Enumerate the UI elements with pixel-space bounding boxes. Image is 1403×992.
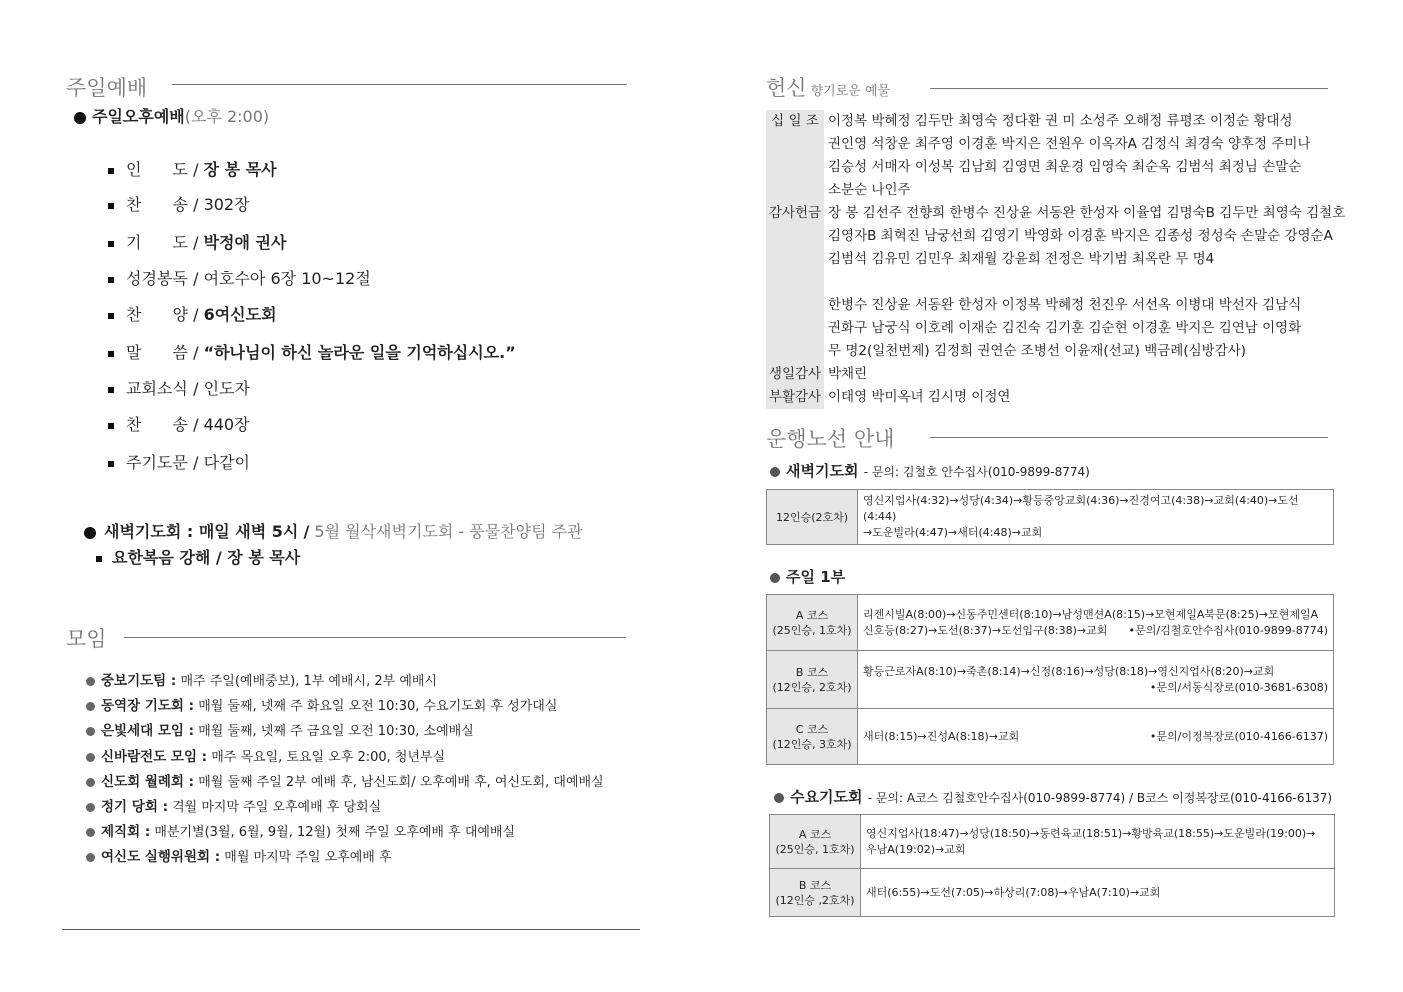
bullet-icon bbox=[84, 527, 96, 539]
offering-names bbox=[828, 110, 1348, 202]
route-contact: •문의/김철호안수집사(010-9899-8774) bbox=[1128, 623, 1328, 637]
bullet-square-icon bbox=[108, 423, 114, 429]
program-item bbox=[108, 192, 250, 215]
route-line: 우남A(19:02)→교회 bbox=[866, 842, 966, 856]
bullet-icon bbox=[86, 778, 95, 787]
meeting-desc: 매주 목요일, 토요일 오후 2:00, 청년부실 bbox=[211, 749, 446, 765]
dawn-route-heading bbox=[770, 460, 1090, 481]
bullet-icon bbox=[74, 112, 86, 124]
program-value: 박정애 권사 bbox=[203, 233, 287, 252]
program-value: 다같이 bbox=[203, 453, 250, 472]
bullet-square-icon bbox=[108, 203, 114, 209]
meeting-desc: 매월 마지막 주일 오후예배 후 bbox=[224, 850, 392, 866]
program-label: 주기도문 bbox=[126, 453, 188, 472]
program-label: 교회소식 bbox=[126, 379, 188, 398]
route-stops bbox=[861, 869, 1335, 917]
route-head bbox=[767, 651, 858, 709]
meeting-item bbox=[86, 770, 604, 790]
bullet-icon bbox=[86, 677, 95, 686]
table-row bbox=[767, 490, 1334, 545]
bullet-icon bbox=[86, 753, 95, 762]
dawn-prayer-line bbox=[84, 519, 583, 542]
program-label: 인 도 bbox=[126, 160, 188, 179]
program-value: 장 봉 목사 bbox=[203, 160, 277, 179]
offering-line: 무 명2(일천번제) 김정희 권연순 조병선 이윤재(선교) 백금례(심방감사) bbox=[828, 343, 1247, 359]
bullet-icon bbox=[770, 467, 780, 477]
meeting-item bbox=[86, 820, 515, 840]
divider bbox=[124, 637, 626, 638]
bullet-icon bbox=[774, 793, 784, 803]
course-vehicle: (12인승, 2호차) bbox=[772, 680, 852, 694]
course-name: C 코스 bbox=[795, 722, 829, 736]
program-item bbox=[108, 157, 277, 180]
program-label: 성경봉독 bbox=[126, 269, 188, 288]
offering-subtitle: 향기로운 예물 bbox=[810, 84, 891, 99]
meeting-item bbox=[86, 669, 437, 689]
course-name: A 코스 bbox=[798, 827, 832, 841]
offering-category-label: 십 일 조 bbox=[771, 113, 819, 129]
route-stops bbox=[861, 815, 1335, 869]
bullet-square-icon bbox=[108, 241, 114, 247]
program-item bbox=[108, 302, 277, 325]
bullet-icon bbox=[86, 828, 95, 837]
table-row bbox=[767, 651, 1334, 709]
course-vehicle: (25인승, 1호차) bbox=[775, 842, 855, 856]
bullet-square-icon bbox=[108, 168, 114, 174]
sunday-route-heading bbox=[770, 566, 845, 587]
bullet-square-icon bbox=[96, 556, 102, 562]
offering-line bbox=[828, 271, 1348, 294]
course-vehicle: (12인승 ,2호차) bbox=[775, 893, 855, 907]
dawn-route-contact: - 문의: 김철호 안수집사(010-9899-8774) bbox=[863, 465, 1090, 479]
course-vehicle: (12인승, 3호차) bbox=[772, 737, 852, 751]
divider bbox=[930, 88, 1328, 89]
program-item bbox=[108, 376, 250, 399]
offering-line: 권화구 남궁식 이호례 이재순 김진숙 김기훈 김순현 이경훈 박지은 김연남 이영화 bbox=[828, 320, 1302, 336]
meeting-desc: 매월 둘째, 넷째 주 화요일 오전 10:30, 수요기도회 후 성가대실 bbox=[198, 699, 558, 715]
meeting-name: 은빛세대 모임 : bbox=[101, 723, 195, 740]
separator: / bbox=[188, 305, 204, 324]
meeting-name: 신도회 월례회 : bbox=[101, 773, 195, 790]
meeting-name: 신바람전도 모임 : bbox=[101, 748, 208, 765]
offering-category bbox=[766, 202, 824, 363]
meeting-item bbox=[86, 694, 557, 714]
meetings-section-title: 모임 bbox=[66, 627, 107, 651]
table-row bbox=[770, 815, 1335, 869]
wednesday-route-heading bbox=[774, 786, 1332, 807]
course-name: A 코스 bbox=[795, 608, 829, 622]
dawn-route-name: 새벽기도회 bbox=[786, 462, 859, 480]
program-label: 찬 양 bbox=[126, 305, 188, 324]
meeting-item bbox=[86, 845, 392, 865]
separator: / bbox=[188, 453, 204, 472]
route-line: 리젠시빌A(8:00)→신동주민센터(8:10)→남성맨션A(8:15)→모현제일A북문(8:25)→모현제일A bbox=[863, 607, 1319, 621]
meeting-desc: 매분기별(3월, 6월, 9월, 12월) 첫째 주일 오후예배 후 대예배실 bbox=[154, 825, 516, 841]
bullet-icon bbox=[86, 727, 95, 736]
dawn-prayer-sub-text: 요한복음 강해 / 장 봉 목사 bbox=[112, 548, 301, 567]
route-line: 새터(8:15)→진성A(8:18)→교회 bbox=[863, 729, 1020, 743]
separator: / bbox=[188, 379, 204, 398]
meeting-desc: 매주 주일(예배중보), 1부 예배시, 2부 예배시 bbox=[180, 674, 437, 689]
program-label: 찬 송 bbox=[126, 415, 188, 434]
route-stops bbox=[858, 651, 1334, 709]
separator: / bbox=[188, 195, 204, 214]
separator: / bbox=[188, 233, 204, 252]
dawn-separator: / bbox=[303, 522, 310, 541]
program-value: 302장 bbox=[203, 195, 250, 214]
route-head: 12인승(2호차) bbox=[767, 490, 858, 545]
program-item bbox=[108, 230, 286, 253]
divider bbox=[172, 84, 627, 85]
table-row bbox=[767, 595, 1334, 651]
offering-line: 박채린 bbox=[828, 366, 868, 382]
program-value: 여호수아 6장 10~12절 bbox=[203, 269, 371, 288]
bullet-square-icon bbox=[108, 277, 114, 283]
offering-category bbox=[766, 110, 824, 202]
program-value: 6여신도회 bbox=[203, 305, 277, 324]
table-row bbox=[770, 869, 1335, 917]
course-name: B 코스 bbox=[795, 665, 829, 679]
meeting-name: 동역장 기도회 : bbox=[101, 698, 195, 715]
offering-line: 한병수 진상윤 서동완 한성자 이정복 박혜정 천진우 서선옥 이병대 박선자 김남식 bbox=[828, 297, 1302, 313]
offering-list bbox=[766, 110, 1351, 408]
offering-names bbox=[828, 386, 1348, 409]
service-heading bbox=[74, 104, 269, 127]
course-name: B 코스 bbox=[798, 878, 832, 892]
route-head bbox=[770, 869, 861, 917]
program-label: 말 씀 bbox=[126, 343, 188, 362]
offering-line: 김범석 김유민 김민우 최재월 강윤희 전정은 박기범 최옥란 무 명4 bbox=[828, 251, 1215, 267]
route-contact: •문의/서동식장로(010-3681-6308) bbox=[1149, 680, 1328, 694]
offering-names bbox=[828, 202, 1348, 363]
meeting-item bbox=[86, 795, 381, 815]
sunday-route-name: 주일 1부 bbox=[786, 568, 846, 586]
worship-section-title: 주일예배 bbox=[66, 76, 148, 100]
program-label: 기 도 bbox=[126, 233, 188, 252]
separator: / bbox=[188, 160, 204, 179]
offering-category-label: 부활감사 bbox=[768, 389, 822, 405]
meeting-name: 정기 당회 : bbox=[101, 799, 168, 815]
offering-category bbox=[766, 363, 824, 386]
meeting-desc: 격월 마지막 주일 오후예배 후 당회실 bbox=[172, 800, 382, 815]
program-item bbox=[108, 266, 371, 289]
separator: / bbox=[188, 415, 204, 434]
wednesday-route-table bbox=[769, 814, 1335, 917]
table-row bbox=[767, 709, 1334, 765]
route-head bbox=[767, 595, 858, 651]
bullet-icon bbox=[770, 573, 780, 583]
service-time: (오후 2:00) bbox=[184, 107, 270, 126]
routes-section-title: 운행노선 안내 bbox=[766, 427, 895, 451]
separator: / bbox=[188, 343, 204, 362]
route-stops bbox=[858, 490, 1334, 545]
route-line: →도운빌라(4:47)→새터(4:48)→교회 bbox=[863, 526, 1043, 539]
offering-category bbox=[766, 386, 824, 409]
route-line: 신호등(8:27)→도선(8:37)→도선입구(8:38)→교회 bbox=[863, 623, 1108, 637]
bottom-rule bbox=[62, 929, 640, 930]
meeting-name: 중보기도팀 : bbox=[101, 673, 177, 689]
offering-line: 김승성 서매자 이성복 김남희 김영면 최운경 임영숙 최순옥 김범석 최정님 손말순 bbox=[828, 159, 1302, 175]
sunday-route-table bbox=[766, 594, 1334, 765]
program-value: 인도자 bbox=[203, 379, 250, 398]
program-item bbox=[108, 340, 516, 363]
meeting-item bbox=[86, 719, 474, 739]
route-contact: •문의/이정복장로(010-4166-6137) bbox=[1149, 729, 1328, 743]
bullet-square-icon bbox=[108, 351, 114, 357]
bullet-square-icon bbox=[108, 313, 114, 319]
meeting-name: 제직회 : bbox=[101, 824, 151, 841]
meeting-name: 여신도 실행위원회 : bbox=[101, 849, 221, 866]
meeting-item bbox=[86, 745, 445, 765]
bullet-icon bbox=[86, 702, 95, 711]
dawn-prayer-sub bbox=[96, 545, 300, 568]
route-line: 새터(6:55)→도선(7:05)→하상리(7:08)→우남A(7:10)→교회 bbox=[866, 885, 1161, 899]
service-name: 주일오후예배 bbox=[92, 107, 185, 126]
bullet-icon bbox=[86, 853, 95, 862]
meeting-desc: 매월 둘째, 넷째 주 금요일 오전 10:30, 소예배실 bbox=[198, 724, 474, 740]
bullet-square-icon bbox=[108, 387, 114, 393]
route-head bbox=[770, 815, 861, 869]
offering-line: 김영자B 최혁진 남궁선희 김영기 박영화 이경훈 박지은 김종성 정성숙 손말순 강영순A bbox=[828, 228, 1333, 244]
dawn-route-table bbox=[766, 489, 1334, 545]
meeting-desc: 매월 둘째 주일 2부 예배 후, 남신도회/ 오후예배 후, 여신도회, 대예배실 bbox=[198, 774, 604, 790]
offering-category-label: 감사헌금 bbox=[768, 205, 822, 221]
route-head bbox=[767, 709, 858, 765]
offering-line: 이정복 박혜정 김두만 최영숙 정다환 권 미 소성주 오해정 류평조 이정순 황대성 bbox=[828, 113, 1293, 129]
wednesday-route-name: 수요기도회 bbox=[790, 788, 863, 806]
program-value: “하나님이 하신 놀라운 일을 기억하십시오.” bbox=[203, 343, 516, 362]
offering-line: 권인영 석창운 최주영 이경훈 박지은 전원우 이옥자A 김정식 최경숙 양후정 주미나 bbox=[828, 136, 1311, 152]
route-stops bbox=[858, 595, 1334, 651]
dawn-prayer-title: 새벽기도회 : 매일 새벽 5시 bbox=[104, 522, 299, 541]
program-item bbox=[108, 450, 250, 473]
separator: / bbox=[188, 269, 204, 288]
offering-line: 장 봉 김선주 전향희 한병수 진상윤 서동완 한성자 이율엽 김명숙B 김두만 최영숙 김철호 bbox=[828, 205, 1346, 221]
divider bbox=[930, 437, 1328, 438]
offering-section-title bbox=[766, 72, 890, 102]
offering-line: 이태영 박미옥녀 김시명 이정연 bbox=[828, 389, 1011, 405]
course-vehicle: (25인승, 1호차) bbox=[772, 623, 852, 637]
bullet-square-icon bbox=[108, 461, 114, 467]
bullet-icon bbox=[86, 803, 95, 812]
program-item bbox=[108, 412, 250, 435]
offering-names bbox=[828, 363, 1348, 386]
wednesday-route-contact: - 문의: A코스 김철호안수집사(010-9899-8774) / B코스 이정복장로(010-4166-6137) bbox=[867, 791, 1333, 805]
offering-title: 헌신 bbox=[766, 76, 807, 100]
offering-line: 소분순 나인주 bbox=[828, 182, 911, 198]
dawn-prayer-note: 5월 월삭새벽기도회 - 풍물찬양팀 주관 bbox=[314, 522, 583, 541]
route-line: 영신지업사(4:32)→성당(4:34)→황등중앙교회(4:36)→진경여고(4:38)→교회(4:40)→도선(4:44) bbox=[863, 494, 1299, 523]
program-label: 찬 송 bbox=[126, 195, 188, 214]
offering-category-label: 생일감사 bbox=[768, 366, 822, 382]
route-line: 영신지업사(18:47)→성당(18:50)→동련육교(18:51)→황방육교(18:55)→도운빌라(19:00)→ bbox=[866, 826, 1316, 840]
route-line: 황등근로자A(8:10)→죽촌(8:14)→신정(8:16)→성당(8:18)→영신지업사(8:20)→교회 bbox=[863, 664, 1275, 678]
route-stops bbox=[858, 709, 1334, 765]
program-value: 440장 bbox=[203, 415, 250, 434]
